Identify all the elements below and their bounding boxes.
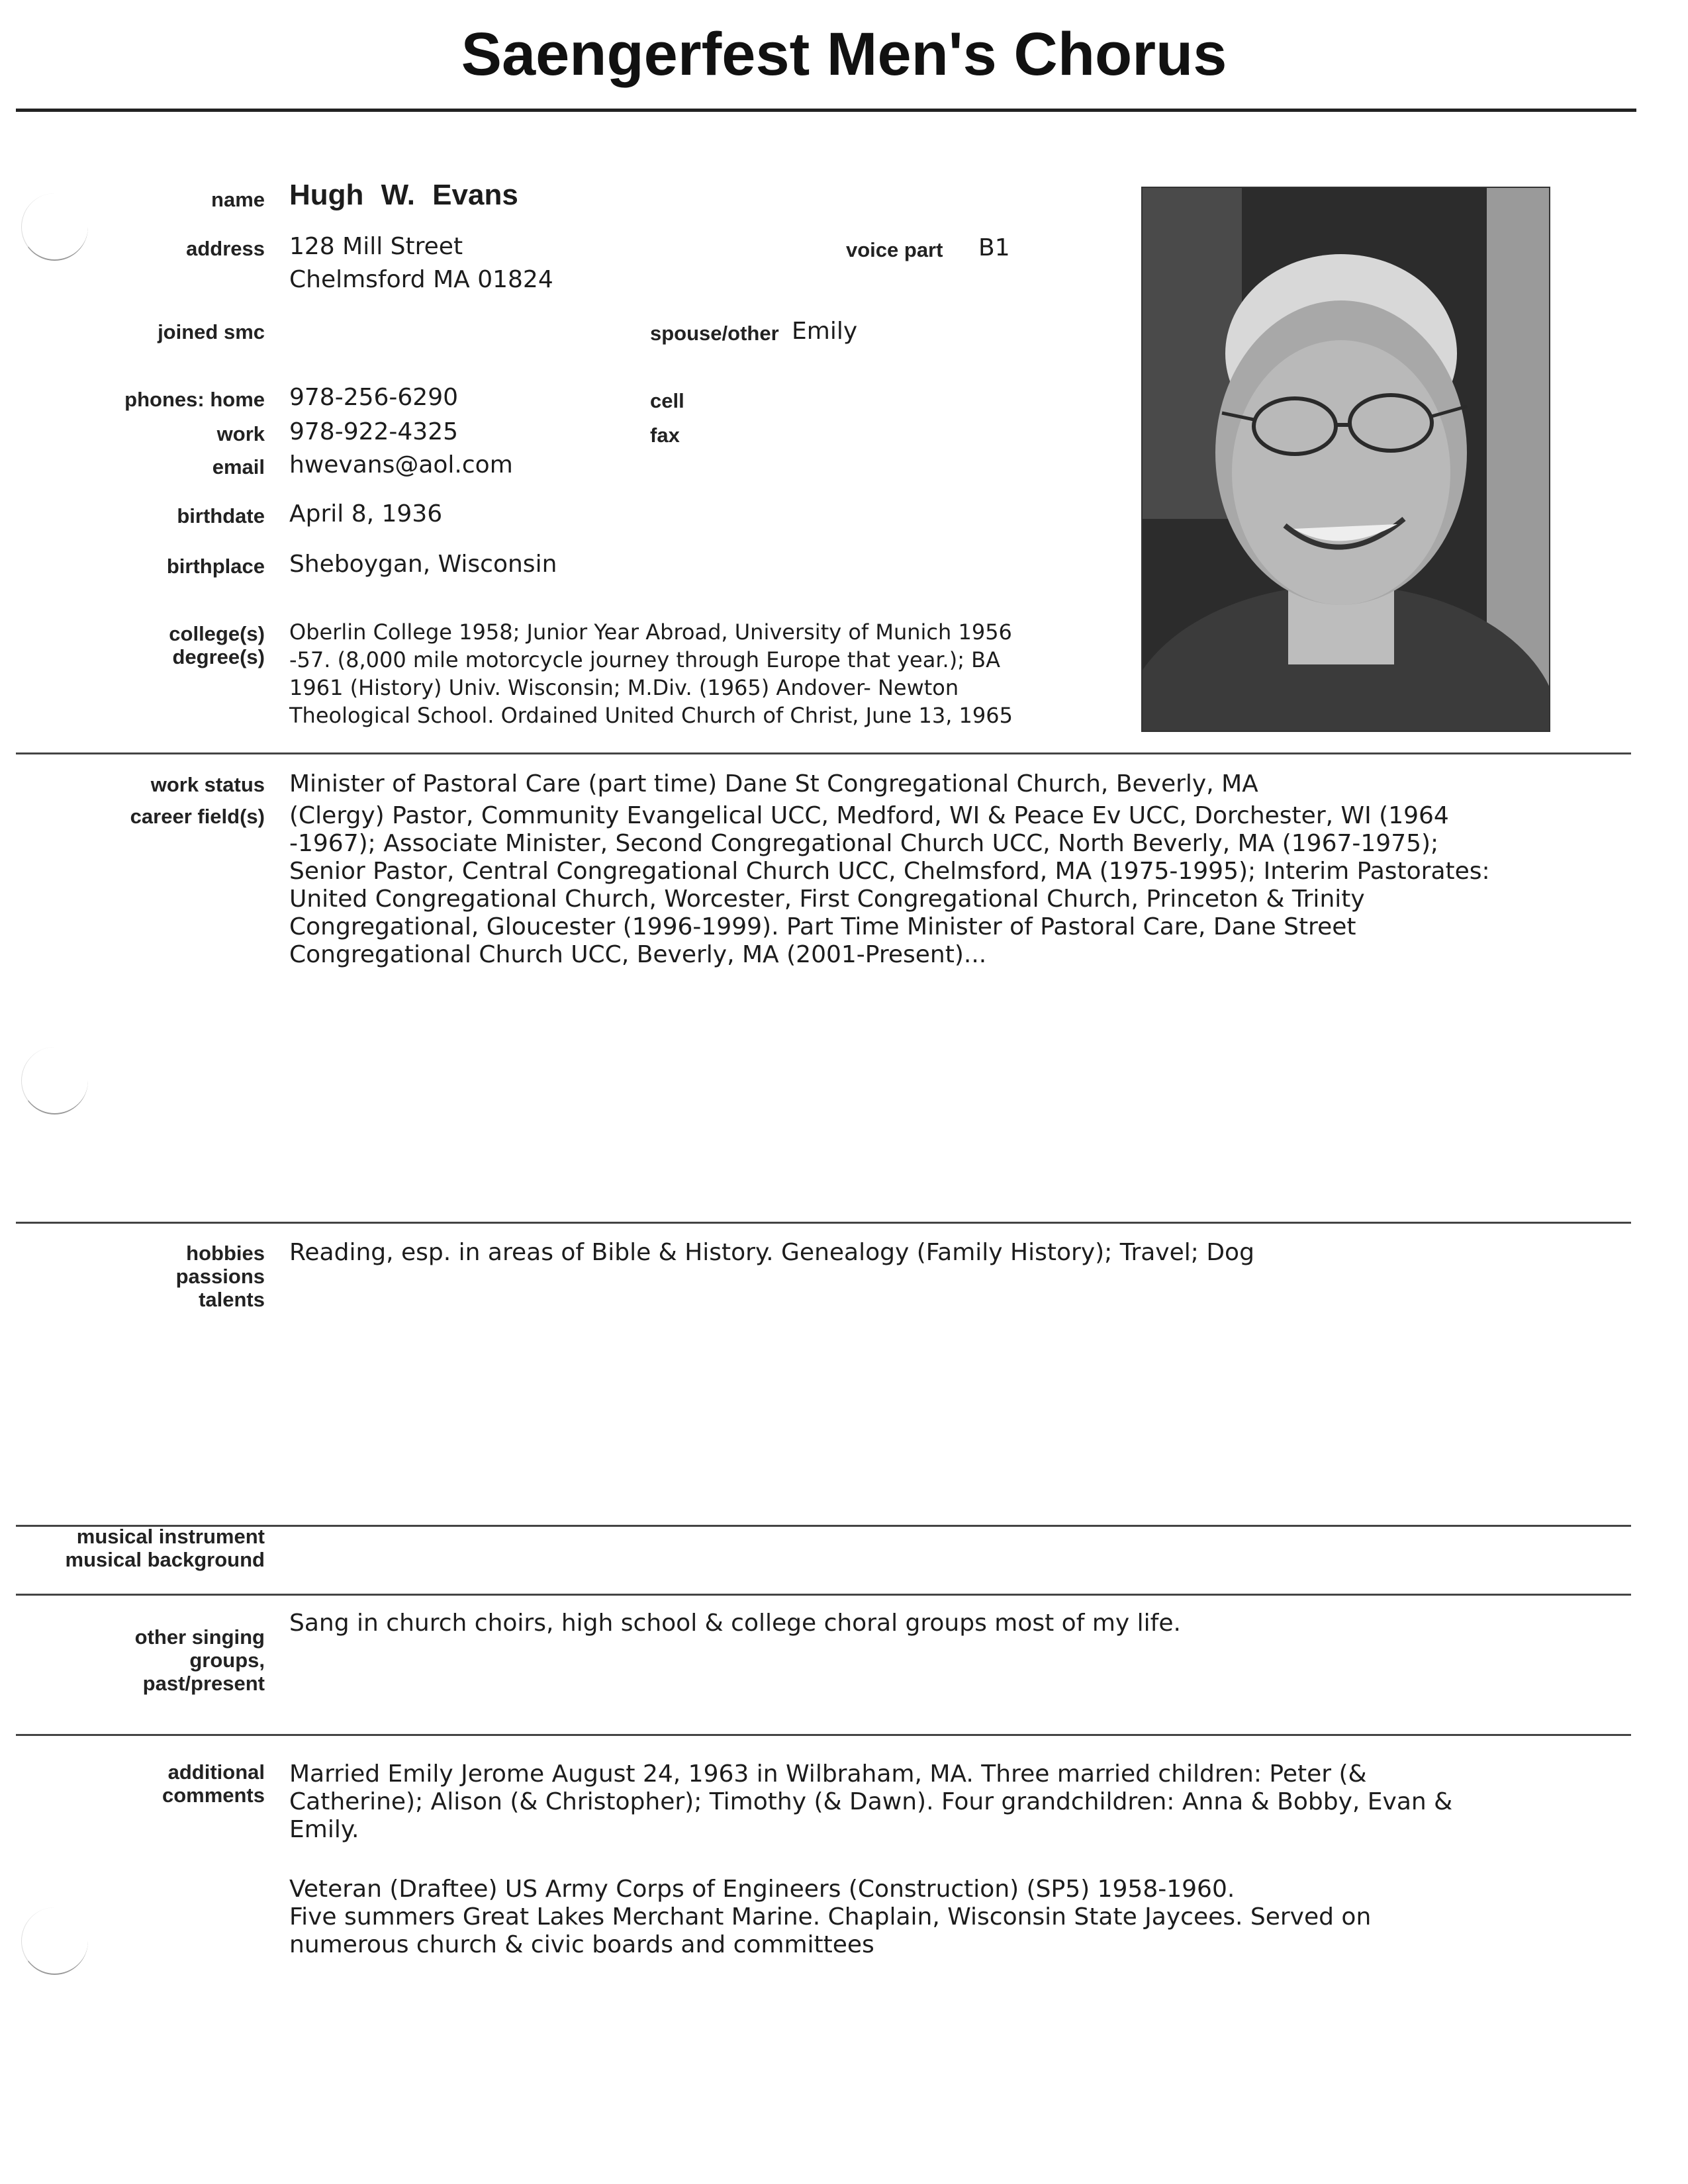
cell-label: cell: [650, 389, 684, 412]
comments-line: Emily.: [289, 1816, 359, 1843]
name-label: name: [211, 188, 265, 211]
address-line-2: Chelmsford MA 01824: [289, 266, 553, 293]
comments-line: Veteran (Draftee) US Army Corps of Engineers (Construction) (SP5) 1958-1960.: [289, 1876, 1235, 1903]
hobbies-text: Reading, esp. in areas of Bible & History. Genealogy (Family History); Travel; Dog: [289, 1239, 1254, 1266]
comments-paragraph: [289, 1760, 1620, 1844]
binder-hole: [21, 1047, 88, 1115]
section-divider: [16, 752, 1631, 754]
career-line: (Clergy) Pastor, Community Evangelical UCC, Medford, WI & Peace Ev UCC, Dorchester, WI (1964: [289, 802, 1449, 829]
career-line: -1967); Associate Minister, Second Congregational Church UCC, North Beverly, MA (1967-1975);: [289, 830, 1439, 857]
comments-paragraph: [289, 1876, 1620, 1959]
binder-hole: [21, 193, 88, 261]
college-label: college(s) degree(s): [169, 622, 265, 668]
career-line: Congregational, Gloucester (1996-1999). Part Time Minister of Pastoral Care, Dane Street: [289, 913, 1356, 940]
email-value: hwevans@aol.com: [289, 451, 513, 478]
college-line: Oberlin College 1958; Junior Year Abroad, University of Munich 1956: [289, 619, 1012, 645]
member-photo: [1141, 187, 1550, 732]
spouse-label: spouse/other: [650, 322, 779, 345]
phone-home-label: phones: home: [124, 388, 265, 411]
section-divider: [16, 1734, 1631, 1736]
section-divider: [16, 1222, 1631, 1224]
portrait-illustration: [1143, 188, 1549, 731]
birthdate-value: April 8, 1936: [289, 500, 443, 527]
singing-label: other singing groups, past/present: [134, 1625, 265, 1695]
birthdate-label: birthdate: [177, 504, 265, 527]
address-label: address: [186, 237, 265, 260]
career-line: Congregational Church UCC, Beverly, MA (2001-Present)...: [289, 941, 987, 968]
title-divider: [16, 109, 1636, 112]
college-line: 1961 (History) Univ. Wisconsin; M.Div. (1965) Andover- Newton: [289, 675, 959, 700]
comments-line: Married Emily Jerome August 24, 1963 in Wilbraham, MA. Three married children: Peter (&: [289, 1760, 1367, 1788]
section-divider: [16, 1594, 1631, 1596]
musical-label: musical instrument musical background: [65, 1525, 265, 1571]
fax-label: fax: [650, 424, 680, 447]
comments-label: additional comments: [162, 1760, 265, 1807]
college-line: Theological School. Ordained United Church of Christ, June 13, 1965: [289, 703, 1013, 728]
hobbies-label: hobbies passions talents: [175, 1242, 265, 1311]
college-line: -57. (8,000 mile motorcycle journey through Europe that year.); BA: [289, 647, 1000, 672]
phone-home-value: 978-256-6290: [289, 384, 459, 411]
voice-part-value: B1: [978, 234, 1010, 261]
page-title: Saengerfest Men's Chorus: [461, 21, 1227, 88]
email-label: email: [212, 455, 265, 478]
career-line: Senior Pastor, Central Congregational Church UCC, Chelmsford, MA (1975-1995); Interim Pastorates:: [289, 858, 1490, 885]
career-label: career field(s): [130, 805, 265, 828]
spouse-value: Emily: [792, 318, 858, 345]
work-status-value: Minister of Pastoral Care (part time) Dane St Congregational Church, Beverly, MA: [289, 770, 1258, 797]
singing-text: Sang in church choirs, high school & college choral groups most of my life.: [289, 1610, 1181, 1637]
address-line-1: 128 Mill Street: [289, 233, 463, 260]
birthplace-label: birthplace: [166, 555, 265, 578]
comments-line: numerous church & civic boards and committees: [289, 1931, 874, 1958]
binder-hole: [21, 1907, 88, 1975]
birthplace-value: Sheboygan, Wisconsin: [289, 551, 557, 578]
voice-part-label: voice part: [846, 238, 943, 261]
career-text: [289, 802, 1620, 969]
career-line: United Congregational Church, Worcester, First Congregational Church, Princeton & Trinity: [289, 886, 1365, 913]
college-text: [289, 618, 1110, 729]
comments-line: Catherine); Alison (& Christopher); Timothy (& Dawn). Four grandchildren: Anna & Bobby, Evan &: [289, 1788, 1453, 1815]
phone-work-value: 978-922-4325: [289, 418, 459, 445]
work-status-label: work status: [150, 773, 265, 796]
comments-text: [289, 1760, 1620, 1991]
phone-work-label: work: [216, 422, 265, 445]
comments-line: Five summers Great Lakes Merchant Marine. Chaplain, Wisconsin State Jaycees. Served on: [289, 1903, 1372, 1931]
joined-label: joined smc: [158, 320, 265, 343]
member-name: Hugh W. Evans: [289, 179, 518, 211]
